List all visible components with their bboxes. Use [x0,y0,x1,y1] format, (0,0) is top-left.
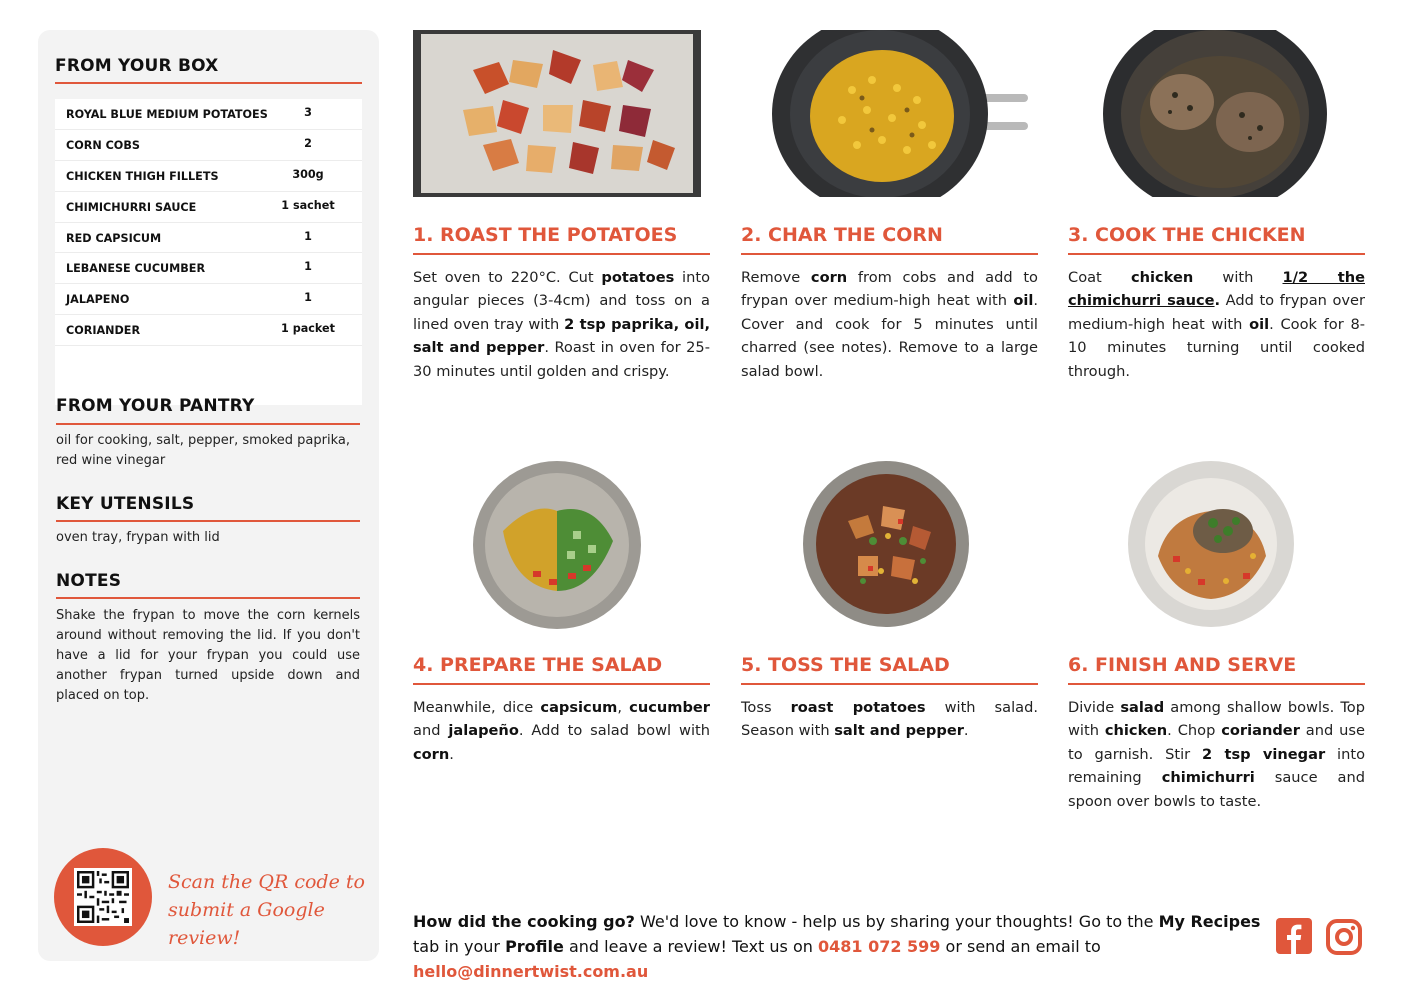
text-run: . Add to salad bowl with [518,722,710,740]
step-4-title: 4. PREPARE THE SALAD [413,654,663,676]
emphasis: chicken [1130,269,1194,286]
contact-link[interactable]: hello@dinnertwist.com.au [413,962,649,981]
step-5-title: 5. TOSS THE SALAD [741,654,950,676]
emphasis: 1/2 the chimichurri sauce [1068,269,1365,310]
text-run: with salad. Season with [741,699,1038,740]
emphasis: chicken [1104,722,1168,740]
text-run: Toss [741,699,791,716]
text-run: . [449,745,454,763]
emphasis: cucumber [629,699,711,716]
ingredient-name: CHICKEN THIGH FILLETS [66,169,219,183]
step-1-title: 1. ROAST THE POTATOES [413,224,678,246]
ingredient-name: CORN COBS [66,138,140,152]
text-run: and use to garnish. Stir [1068,722,1365,763]
text-run: . Cook for 8-10 minutes turning until cooked through. [1068,315,1365,380]
emphasis: jalapeño [448,722,519,740]
divider [741,253,1038,255]
text-run: Remove [741,269,811,286]
ingredient-row [55,192,362,223]
from-your-pantry-title: FROM YOUR PANTRY [56,396,255,416]
emphasis: roast potatoes [790,699,926,716]
ingredient-name: ROYAL BLUE MEDIUM POTATOES [66,108,268,121]
ingredients-table [55,99,362,405]
ingredient-row [55,315,362,346]
emphasis: corn [810,269,848,286]
emphasis: How did the cooking go? [413,912,635,931]
emphasis: coriander [1221,722,1300,740]
divider [1068,683,1365,685]
text-run: . Cover and cook for 5 minutes until charred (see notes). Remove to a large salad bowl. [741,292,1038,380]
divider [56,423,360,425]
text-run: Coat [1068,269,1131,286]
ingredient-qty: 1 [304,260,312,274]
step-4-text [413,696,710,766]
step-2-photo [772,30,1030,197]
text-run: tab in your [413,937,506,956]
divider [56,597,360,599]
divider [1068,253,1365,255]
qr-cta-line2: submit a Google review! [168,899,325,949]
step-1-text [413,266,710,383]
text-run: or send an email to [940,937,1101,956]
text-run: , [617,699,630,716]
pantry-text: oil for cooking, salt, pepper, smoked paprika, red wine vinegar [56,433,351,468]
ingredient-row [55,130,362,161]
ingredient-qty: 1 sachet [281,198,335,212]
text-run: . Chop [1167,722,1222,740]
step-3-photo [1100,30,1358,197]
text-run: . Roast in oven for 25-30 minutes until golden and crispy. [413,339,710,380]
ingredient-row [55,161,362,192]
step-2-text [741,266,1038,383]
qr-badge[interactable] [54,848,152,946]
qr-call-to-action [168,868,379,952]
text-run: We'd love to know - help us by sharing your thoughts! Go to the [634,912,1159,931]
step-6-title: 6. FINISH AND SERVE [1068,654,1297,676]
ingredient-row [55,284,362,315]
from-your-box-title: FROM YOUR BOX [55,56,219,76]
qr-cta-line1: Scan the QR code to [168,871,365,893]
divider [413,253,710,255]
text-run: . [963,722,969,740]
divider [413,683,710,685]
sidebar [38,30,379,961]
text-run: Divide [1068,699,1121,716]
ingredient-name: JALAPENO [66,293,130,307]
ingredient-row [55,99,362,130]
review-prompt [413,909,1263,984]
step-4-photo [473,461,641,629]
emphasis: potatoes [601,269,675,286]
emphasis: oil [1013,292,1034,310]
text-run: and leave a review! Text us on [563,937,818,956]
step-6-photo [1128,461,1294,627]
divider [55,82,362,84]
emphasis: capsicum [540,699,618,716]
text-run: Meanwhile, dice [413,699,541,716]
ingredient-name: RED CAPSICUM [66,231,162,245]
text-run: with [1193,269,1283,286]
divider [56,520,360,522]
ingredient-name: LEBANESE CUCUMBER [66,262,206,276]
ingredient-qty: 3 [304,106,312,119]
ingredient-qty: 1 [304,229,312,243]
step-5-photo [803,461,969,627]
text-run: into remaining [1068,745,1365,787]
ingredient-qty: 300g [292,167,324,181]
emphasis: salt and pepper [834,722,964,740]
notes-text: Shake the frypan to move the corn kernels around without removing the lid. If you don't have a lid for your frypan you could use another frypan turned upside down and placed on top. [56,608,360,703]
ingredient-qty: 2 [304,136,312,150]
ingredient-name: CHIMICHURRI SAUCE [66,200,197,214]
text-run: into angular pieces (3-4cm) and toss on a lined oven tray with [413,269,711,333]
ingredient-qty: 1 [304,291,312,305]
text-run: among shallow bowls. Top with [1068,699,1365,740]
step-2-title: 2. CHAR THE CORN [741,224,943,246]
emphasis: salad [1120,699,1165,716]
text-run: Set oven to 220°C. Cut [413,269,602,286]
emphasis: My Recipes [1158,912,1261,931]
facebook-icon[interactable] [1276,918,1312,954]
emphasis: oil [1249,315,1270,333]
contact-link[interactable]: 0481 072 599 [817,937,941,956]
divider [741,683,1038,685]
instagram-icon[interactable] [1325,918,1363,956]
text-run: sauce and spoon over bowls to taste. [1068,769,1365,810]
text-run: Add to frypan over medium-high heat with [1068,292,1365,333]
text-run: from cobs and add to frypan over medium-high heat with [741,269,1038,310]
ingredient-row [55,223,362,254]
qr-code-icon[interactable] [74,868,132,926]
step-1-photo [413,30,701,197]
emphasis: 2 tsp paprika, oil, salt and pepper [413,315,710,357]
step-3-title: 3. COOK THE CHICKEN [1068,224,1306,246]
emphasis: corn [413,745,450,763]
step-3-text [1068,266,1365,383]
key-utensils-title: KEY UTENSILS [56,494,195,514]
ingredient-name: CORIANDER [66,324,141,338]
emphasis: chimichurri [1161,769,1255,787]
emphasis: 2 tsp vinegar [1202,745,1326,763]
utensils-text: oven tray, frypan with lid [56,530,220,545]
ingredient-row [55,253,362,284]
emphasis: Profile [505,937,564,956]
text-run: and [413,722,449,740]
emphasis: . [1214,292,1221,310]
ingredient-qty: 1 packet [281,322,335,336]
step-5-text [741,696,1038,743]
notes-title: NOTES [56,571,122,591]
step-6-text [1068,696,1365,813]
